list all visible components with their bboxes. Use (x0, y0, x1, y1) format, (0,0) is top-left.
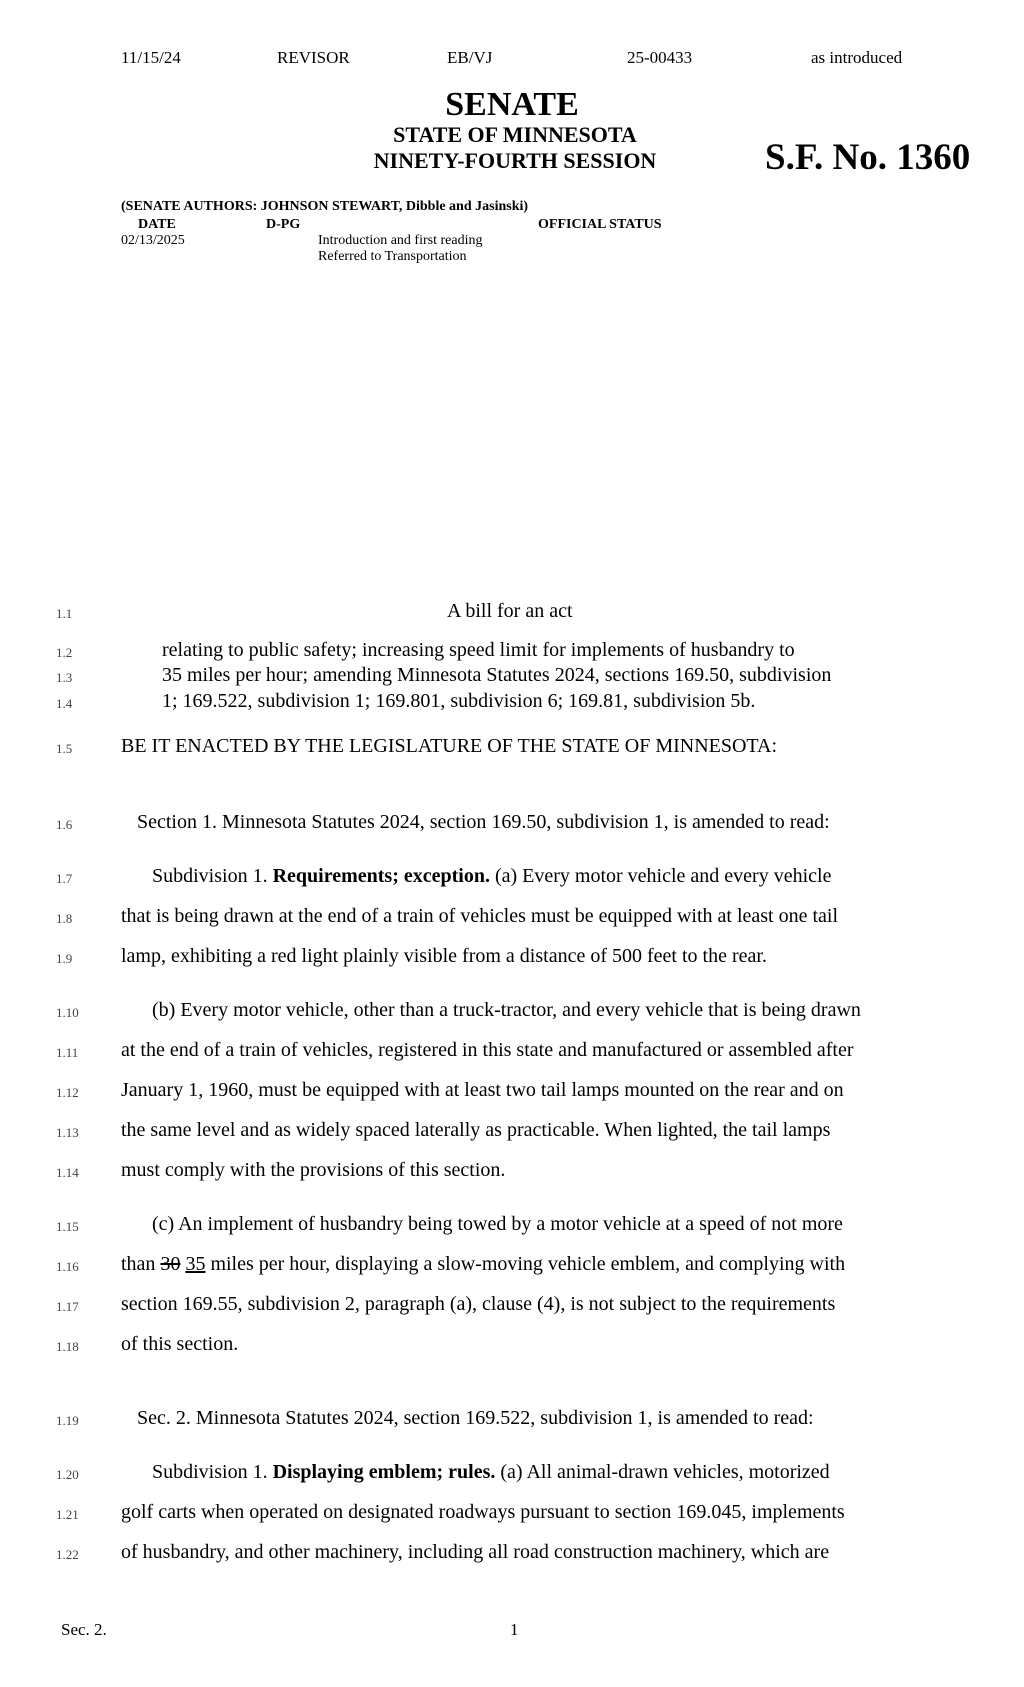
footer-section: Sec. 2. (61, 1620, 107, 1639)
line-number: 1.6 (56, 817, 73, 832)
header-status: as introduced (811, 48, 903, 67)
line-number: 1.17 (56, 1299, 79, 1314)
statute-text-line: section 169.55, subdivision 2, paragraph (a), clause (4), is not subject to the requirements (121, 1293, 836, 1315)
statute-text-line: (c) An implement of husbandry being towed by a motor vehicle at a speed of not more (152, 1213, 843, 1235)
status-row-action-1: Introduction and first reading (318, 233, 483, 248)
header-revisor: REVISOR (277, 48, 350, 67)
line-number: 1.14 (56, 1165, 79, 1180)
section-heading: Section 1. Minnesota Statutes 2024, section 169.50, subdivision 1, is amended to read: (137, 811, 830, 833)
subdivision-text: (a) Every motor vehicle and every vehicle (489, 865, 832, 887)
statute-text-line: January 1, 1960, must be equipped with at least two tail lamps mounted on the rear and on (121, 1079, 844, 1101)
chamber-title: SENATE (445, 86, 579, 123)
statute-text-line: the same level and as widely spaced laterally as practicable. When lighted, the tail lamps (121, 1119, 831, 1141)
page-number: 1 (510, 1620, 519, 1639)
subdivision-headnote: Requirements; exception. (272, 865, 490, 887)
bill-number: S.F. No. 1360 (765, 137, 971, 178)
line-number: 1.3 (56, 670, 73, 685)
line-number: 1.11 (56, 1045, 79, 1060)
section-heading: Sec. 2. Minnesota Statutes 2024, section 169.522, subdivision 1, is amended to read: (137, 1407, 814, 1429)
status-col-date: DATE (138, 217, 176, 232)
subdivision-label: Subdivision 1. (152, 1461, 273, 1483)
bill-title-line: 35 miles per hour; amending Minnesota Statutes 2024, sections 169.50, subdivision (162, 664, 832, 686)
statute-text-line: (b) Every motor vehicle, other than a truck-tractor, and every vehicle that is being drawn (152, 999, 861, 1021)
bill-title-line: relating to public safety; increasing speed limit for implements of husbandry to (162, 639, 795, 661)
state-title: STATE OF MINNESOTA (393, 122, 637, 147)
session-title: NINETY-FOURTH SESSION (373, 148, 657, 173)
statute-text-line: must comply with the provisions of this section. (121, 1159, 506, 1181)
status-row-date: 02/13/2025 (121, 233, 185, 248)
enacting-clause: BE IT ENACTED BY THE LEGISLATURE OF THE STATE OF MINNESOTA: (121, 735, 778, 757)
inserted-text: 35 (185, 1253, 206, 1275)
senate-authors: (SENATE AUTHORS: JOHNSON STEWART, Dibble and Jasinski) (121, 199, 529, 214)
line-number: 1.4 (56, 696, 73, 711)
line-number: 1.20 (56, 1467, 79, 1482)
statute-text: miles per hour, displaying a slow-moving vehicle emblem, and complying with (205, 1253, 846, 1275)
statute-text-line: at the end of a train of vehicles, registered in this state and manufactured or assembled after (121, 1039, 854, 1061)
line-number: 1.10 (56, 1005, 79, 1020)
subdivision-headnote: Displaying emblem; rules. (272, 1461, 496, 1483)
line-number: 1.16 (56, 1259, 79, 1274)
statute-text: than (121, 1253, 161, 1275)
statute-text-line: that is being drawn at the end of a train of vehicles must be equipped with at least one tail (121, 905, 839, 927)
line-number: 1.18 (56, 1339, 79, 1354)
line-number: 1.1 (56, 606, 73, 621)
status-col-dpg: D-PG (266, 217, 301, 232)
header-date: 11/15/24 (121, 48, 181, 67)
subdivision-line (152, 1461, 830, 1484)
line-number: 1.5 (56, 741, 73, 756)
line-number: 1.15 (56, 1219, 79, 1234)
status-row-action-2: Referred to Transportation (318, 249, 467, 264)
line-number: 1.7 (56, 871, 73, 886)
header-initials: EB/VJ (447, 48, 493, 67)
bill-title-line: 1; 169.522, subdivision 1; 169.801, subdivision 6; 169.81, subdivision 5b. (162, 690, 756, 712)
line-number: 1.13 (56, 1125, 79, 1140)
line-number: 1.12 (56, 1085, 79, 1100)
line-number: 1.8 (56, 911, 73, 926)
amended-text-line (121, 1253, 845, 1276)
subdivision-line (152, 865, 831, 888)
statute-text-line: lamp, exhibiting a red light plainly visible from a distance of 500 feet to the rear. (121, 945, 767, 967)
subdivision-label: Subdivision 1. (152, 865, 273, 887)
statute-text-line: golf carts when operated on designated roadways pursuant to section 169.045, implements (121, 1501, 845, 1523)
line-number: 1.21 (56, 1507, 79, 1522)
struck-text: 30 (160, 1253, 181, 1275)
status-col-official: OFFICIAL STATUS (538, 217, 662, 232)
header-doc-number: 25-00433 (627, 48, 693, 67)
statute-text-line: of this section. (121, 1333, 239, 1355)
line-number: 1.9 (56, 951, 73, 966)
line-number: 1.22 (56, 1547, 79, 1562)
bill-for-an-act: A bill for an act (447, 600, 573, 622)
line-number: 1.2 (56, 645, 73, 660)
subdivision-text: (a) All animal-drawn vehicles, motorized (495, 1461, 830, 1483)
statute-text-line: of husbandry, and other machinery, including all road construction machinery, which are (121, 1541, 830, 1563)
line-number: 1.19 (56, 1413, 79, 1428)
